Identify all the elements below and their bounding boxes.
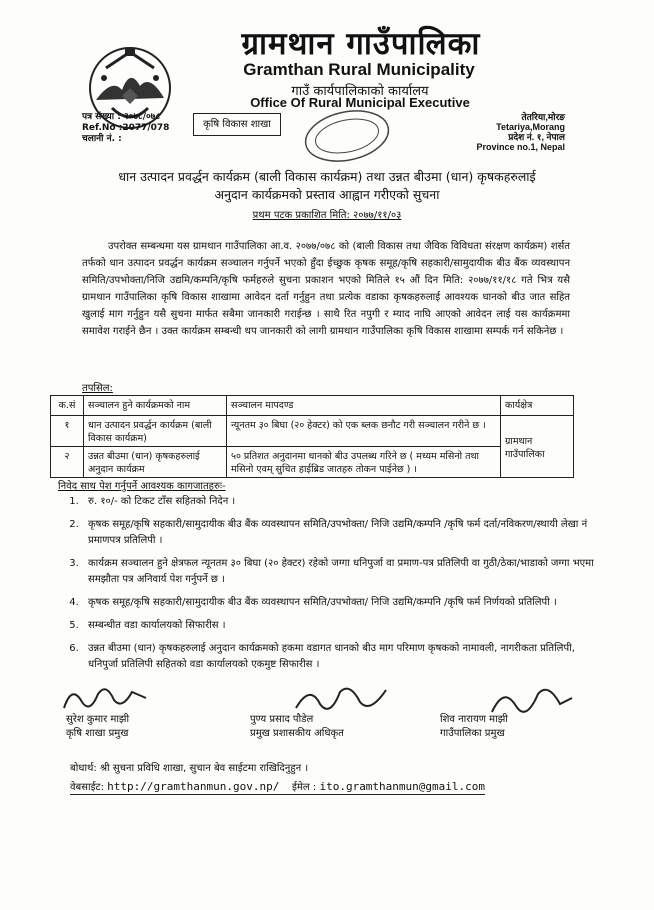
tapasil-label: तपसिल:	[82, 383, 113, 394]
table-header: कार्यक्षेत्र	[501, 396, 574, 416]
email-link[interactable]: ito.gramthanmun@gmail.com	[319, 780, 486, 793]
row-criteria: ५० प्रतिशत अनुदानमा धानको बीउ उपलब्ध गरिने छ ( मध्यम मसिनो तथा मसिनो एवम् सुचित हाईब्रिड जातहरु तोकन पाईनेछ ) ।	[227, 447, 501, 478]
office-subtitle-np: गाउँ कार्यपालिकाको कार्यालय	[291, 84, 429, 99]
reference-block	[82, 112, 169, 145]
list-item: 3. कार्यक्रम सञ्चालन हुने क्षेत्रफल न्यूनतम ३० बिघा (२० हेक्टर) रहेको जग्गा धनिपुर्जा वा प्रमाण-पत्र प्रतिलिपी वा गुठी/ठेका/भाडाको जग्गा भएमा समझौता पत्र अनिवार्य पेश गर्नुपर्ने छ ।	[82, 556, 594, 588]
ref-patra: पत्र संख्या : २०७८/०७८	[82, 112, 161, 122]
office-subtitle-en: Office Of Rural Municipal Executive	[250, 95, 470, 110]
contact-line	[70, 779, 485, 795]
municipality-title-np: ग्रामथान गाउँपालिका	[241, 26, 481, 62]
address-np: तेतरिया,मोरङ	[521, 112, 565, 122]
signatory-name: सुरेश कुमार माझी	[66, 714, 130, 725]
table-header: क.सं	[51, 396, 84, 416]
address-en: Tetariya,Morang	[496, 122, 565, 132]
signatory-title: गाउँपालिका प्रमुख	[440, 728, 505, 739]
notice-body: उपरोक्त सम्बन्धमा यस ग्रामथान गाउँपालिका आ.व. २०७७/०७८ को (बाली विकास तथा जैविक विविधता संरक्षण कार्यक्रम) शर्सत तर्फको धान उत्पादन प्रवर्द्धन कार्यक्रम सञ्चालन गर्नुपर्ने भएको हुँदा ईच्छुक कृषक समूह/कृषि सहकारी/सामुदायीक बीउ बैंक व्यवस्थापन समिति/उपभोक्ता/निजि उद्यमि/कम्पनि/कृषि फर्महरुले सुचना प्रकाशन भएको मितिले १५ औं दिन मिति: २०७७/११/१८ गते भित्र यसै ग्रामथान गाउँपालिका कृषि विकास शाखामा आवेदन दर्ता गर्नुहुन तथा प्रत्येक वडाका कृषकहरुलाई आवश्यक धानको बीउ जात सहित खुलाई माग गर्नुहुन यसै सुचना मार्फत सबैमा जानकारी गराईन्छ । साथै रित नपुगी र म्याद नाघि आएको आवेदन लाई यस कार्यक्रममा समावेश गराईने छैन । उक्त कार्यक्रम सम्बन्धी थप जानकारी को लागी ग्रामथान गाउँपालिका कृषि विकास शाखामा सम्पर्क गर्न सकिनेछ ।	[82, 241, 570, 337]
website-label: वेबसाईट:	[70, 782, 104, 793]
signature-block-2	[250, 713, 344, 741]
branch-label: कृषि विकास शाखा	[193, 113, 281, 136]
table-row	[51, 416, 574, 447]
notice-heading-line2: अनुदान कार्यक्रमको प्रस्ताव आह्वान गरीएको सुचना	[214, 187, 440, 202]
signatory-name: शिव नारायण माझी	[440, 714, 508, 725]
signatory-name: पुण्य प्रसाद पौडेल	[250, 714, 314, 725]
documents-heading: निवेद साथ पेश गर्नुपर्ने आवश्यक कागजातहरुः-	[58, 481, 226, 492]
signatory-title: कृषि शाखा प्रमुख	[66, 728, 129, 739]
notice-heading-line1: धान उत्पादन प्रवर्द्धन कार्यक्रम (बाली विकास कार्यक्रम) तथा उन्नत बीउमा (धान) कृषकहरुलाई	[118, 169, 536, 184]
website-link[interactable]: http://gramthanmun.gov.np/	[107, 780, 280, 793]
cc-note: बोधार्थ: श्री सुचना प्रविधि शाखा, सुचान बेव साईटमा राखिदिनुहुन ।	[70, 763, 309, 774]
address-block	[476, 112, 565, 152]
table-header: सञ्चालन हुने कार्यक्रमको नाम	[84, 396, 227, 416]
row-area: ग्रामथान गाउँपालिका	[501, 416, 574, 478]
row-program-name: धान उत्पादन प्रवर्द्धन कार्यक्रम (बाली विकास कार्यक्रम)	[84, 416, 227, 447]
list-item: 4. कृषक समूह/कृषि सहकारी/सामुदायीक बीउ बैंक व्यवस्थापन समिति/उपभोक्ता/ निजि उद्यमि/कम्पनि /कृषि फर्म निर्णयको प्रतिलिपी ।	[82, 595, 594, 611]
documents-list	[62, 494, 594, 680]
row-sn: २	[51, 447, 84, 478]
table-row	[51, 447, 574, 478]
row-sn: १	[51, 416, 84, 447]
row-program-name: उन्नत बीउमा (धान) कृषकहरुलाई अनुदान कार्यक्रम	[84, 447, 227, 478]
signature-block-3	[440, 713, 508, 741]
municipality-title-en: Gramthan Rural Municipality	[243, 60, 475, 79]
list-item: 6. उन्नत बीउमा (धान) कृषकहरुलाई अनुदान कार्यक्रमको हकमा वडागत धानको बीउ माग परिमाण कृषकको नामावली, नागरीकता प्रतिलिपी, धनिपुर्जा प्रतिलिपी सहितको वडा कार्यालयको एकमुष्ट सिफारीस ।	[82, 641, 594, 673]
program-table	[50, 395, 574, 478]
office-stamp-icon	[300, 108, 394, 164]
table-header: सञ्चालन मापदण्ड	[227, 396, 501, 416]
notice-heading	[82, 168, 572, 204]
province-np: प्रदेश नं. १, नेपाल	[508, 132, 565, 142]
published-date: प्रथम पटक प्रकाशित मिति: २०७७/११/०३	[252, 210, 402, 221]
ref-no: Ref.No :2077/078	[82, 123, 170, 133]
chalani-no: चलानी नं. :	[82, 134, 122, 144]
province-en: Province no.1, Nepal	[476, 142, 565, 152]
signatory-title: प्रमुख प्रशासकीय अधिकृत	[250, 728, 344, 739]
signature-ink-icon	[60, 680, 150, 716]
list-item: 1. रु. १०/- को टिकट टाँस सहितको निदेन ।	[82, 494, 594, 510]
table-header-row	[51, 396, 574, 416]
row-criteria: न्यूनतम ३० बिघा (२० हेक्टर) को एक ब्लक छनौट गरी सञ्चालन गरीने छ ।	[227, 416, 501, 447]
list-item: 5. सम्बन्धीत वडा कार्यालयको सिफारीस ।	[82, 618, 594, 634]
list-item: 2. कृषक समूह/कृषि सहकारी/सामुदायीक बीउ बैंक व्यवस्थापन समिति/उपभोक्ता/ निजि उद्यमि/कम्पनि /कृषि फर्म दर्ता/नविकरण/स्थायी लेखा नं प्रमाणपत्र प्रतिलिपी ।	[82, 517, 594, 549]
signature-block-1	[66, 713, 129, 741]
email-label: ईमेल :	[292, 782, 317, 793]
